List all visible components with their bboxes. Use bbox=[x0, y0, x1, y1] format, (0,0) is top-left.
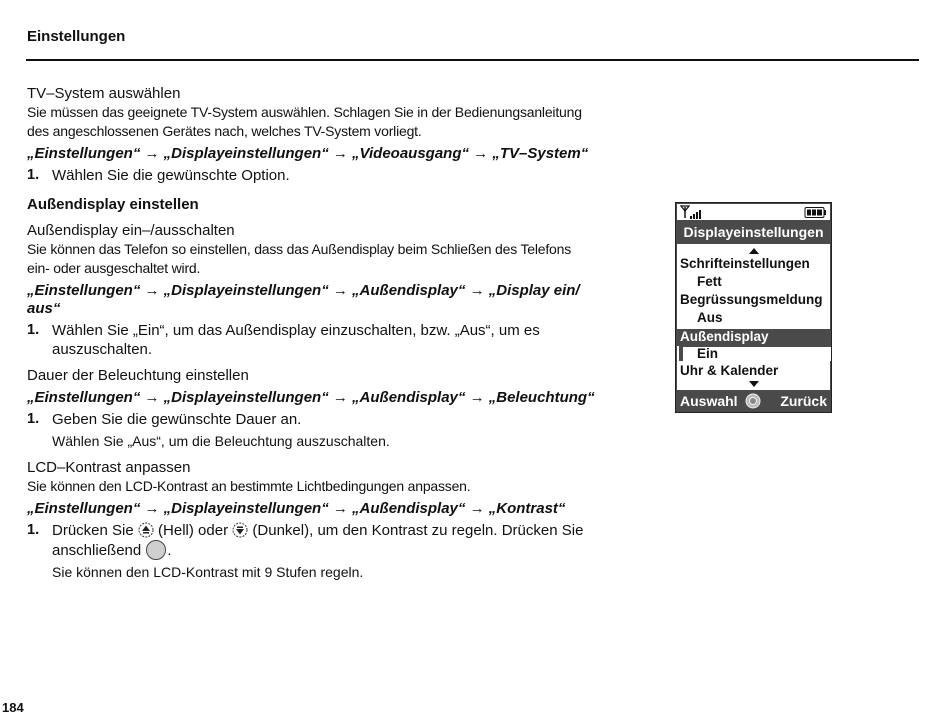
tv-system-menu-path: „Einstellungen“ → „Displayeinstellungen“ → „Videoausgang“ → „TV–System“ bbox=[27, 145, 589, 162]
phone-menu-item-label: Schrifteinstellungen bbox=[680, 256, 810, 271]
step-text: Geben Sie die gewünschte Dauer an. bbox=[52, 411, 302, 428]
light-duration-heading: Dauer der Beleuchtung einstellen bbox=[27, 367, 249, 384]
step-text-part: (Hell) oder bbox=[158, 522, 229, 539]
lcd-menu-path: „Einstellungen“ → „Displayeinstellungen“ → „Außendisplay“ → „Kontrast“ bbox=[27, 500, 566, 517]
tv-system-text-line2: des angeschlossenen Gerätes nach, welches TV-System vorliegt. bbox=[27, 123, 422, 139]
navigation-key-icon bbox=[745, 393, 761, 409]
phone-menu-item-label: Begrüssungsmeldung bbox=[680, 292, 823, 307]
page-header-title: Einstellungen bbox=[27, 28, 126, 45]
onoff-menu-path-line1: „Einstellungen“ → „Displayeinstellungen“ → „Außendisplay“ → „Display ein/ bbox=[27, 282, 580, 299]
phone-menu-item-value: Fett bbox=[697, 274, 722, 289]
phone-menu-item-label: Uhr & Kalender bbox=[680, 363, 779, 378]
nav-down-key-icon bbox=[232, 522, 248, 538]
step-text-part: Drücken Sie bbox=[52, 522, 134, 539]
main-content bbox=[27, 84, 617, 582]
tv-system-text-line1: Sie müssen das geeignete TV-System auswählen. Schlagen Sie in der Bedienungsanleitung bbox=[27, 104, 582, 120]
outer-display-heading: Außendisplay einstellen bbox=[27, 196, 199, 213]
phone-menu-item-label-selected: Außendisplay bbox=[680, 329, 769, 344]
step-number: 1. bbox=[27, 411, 40, 427]
light-menu-path: „Einstellungen“ → „Displayeinstellungen“ → „Außendisplay“ → „Beleuchtung“ bbox=[27, 389, 595, 406]
tv-system-step-1 bbox=[27, 166, 617, 185]
step-text bbox=[52, 321, 617, 359]
phone-menu-list bbox=[677, 244, 830, 390]
onoff-text-line1: Sie können das Telefon so einstellen, dass das Außendisplay beim Schließen des Telefons bbox=[27, 241, 571, 257]
tv-system-heading: TV–System auswählen bbox=[27, 85, 181, 102]
step-number: 1. bbox=[27, 322, 40, 338]
phone-status-bar bbox=[677, 204, 830, 220]
step-text: Wählen Sie die gewünschte Option. bbox=[52, 167, 290, 184]
step-number: 1. bbox=[27, 522, 40, 538]
lcd-step-1 bbox=[27, 521, 617, 560]
center-key-icon bbox=[146, 540, 166, 560]
step-number: 1. bbox=[27, 167, 40, 183]
outer-display-onoff-heading: Außendisplay ein–/ausschalten bbox=[27, 222, 235, 239]
scroll-down-arrow-icon bbox=[749, 381, 759, 387]
lcd-note: Sie können den LCD-Kontrast mit 9 Stufen regeln. bbox=[52, 564, 364, 580]
step-text-line1: Wählen Sie „Ein“, um das Außendisplay einzuschalten, bzw. „Aus“, um es bbox=[52, 322, 540, 339]
onoff-step-1 bbox=[27, 321, 617, 359]
lcd-contrast-text: Sie können den LCD-Kontrast an bestimmte Lichtbedingungen anpassen. bbox=[27, 478, 471, 494]
scroll-up-arrow-icon bbox=[749, 248, 759, 254]
nav-up-key-icon bbox=[138, 522, 154, 538]
step-text-part: anschließend bbox=[52, 542, 142, 559]
step-text-line2: auszuschalten. bbox=[52, 341, 153, 358]
light-step-1 bbox=[27, 410, 617, 429]
step-text-part: (Dunkel), um den Kontrast zu regeln. Drücken Sie bbox=[252, 522, 584, 539]
light-note: Wählen Sie „Aus“, um die Beleuchtung auszuschalten. bbox=[52, 433, 390, 449]
phone-screen-illustration bbox=[675, 202, 832, 413]
onoff-text-line2: ein- oder ausgeschaltet wird. bbox=[27, 260, 201, 276]
antenna-icon bbox=[680, 205, 690, 219]
phone-menu-item-value-selected: Ein bbox=[697, 346, 719, 361]
header-divider bbox=[26, 59, 919, 61]
step-text bbox=[52, 521, 617, 560]
phone-screen-title: Displayeinstellungen bbox=[677, 221, 830, 244]
softkey-left-label: Auswahl bbox=[680, 393, 738, 409]
phone-softkey-bar bbox=[677, 391, 830, 411]
onoff-menu-path-line2: aus“ bbox=[27, 300, 61, 317]
softkey-right-label: Zurück bbox=[780, 393, 827, 409]
step-text-part: . bbox=[167, 542, 172, 559]
lcd-contrast-heading: LCD–Kontrast anpassen bbox=[27, 459, 191, 476]
phone-menu-item-value: Aus bbox=[697, 310, 723, 325]
battery-icon bbox=[804, 207, 826, 218]
signal-bars-icon bbox=[690, 207, 702, 219]
page-number: 184 bbox=[2, 700, 24, 715]
